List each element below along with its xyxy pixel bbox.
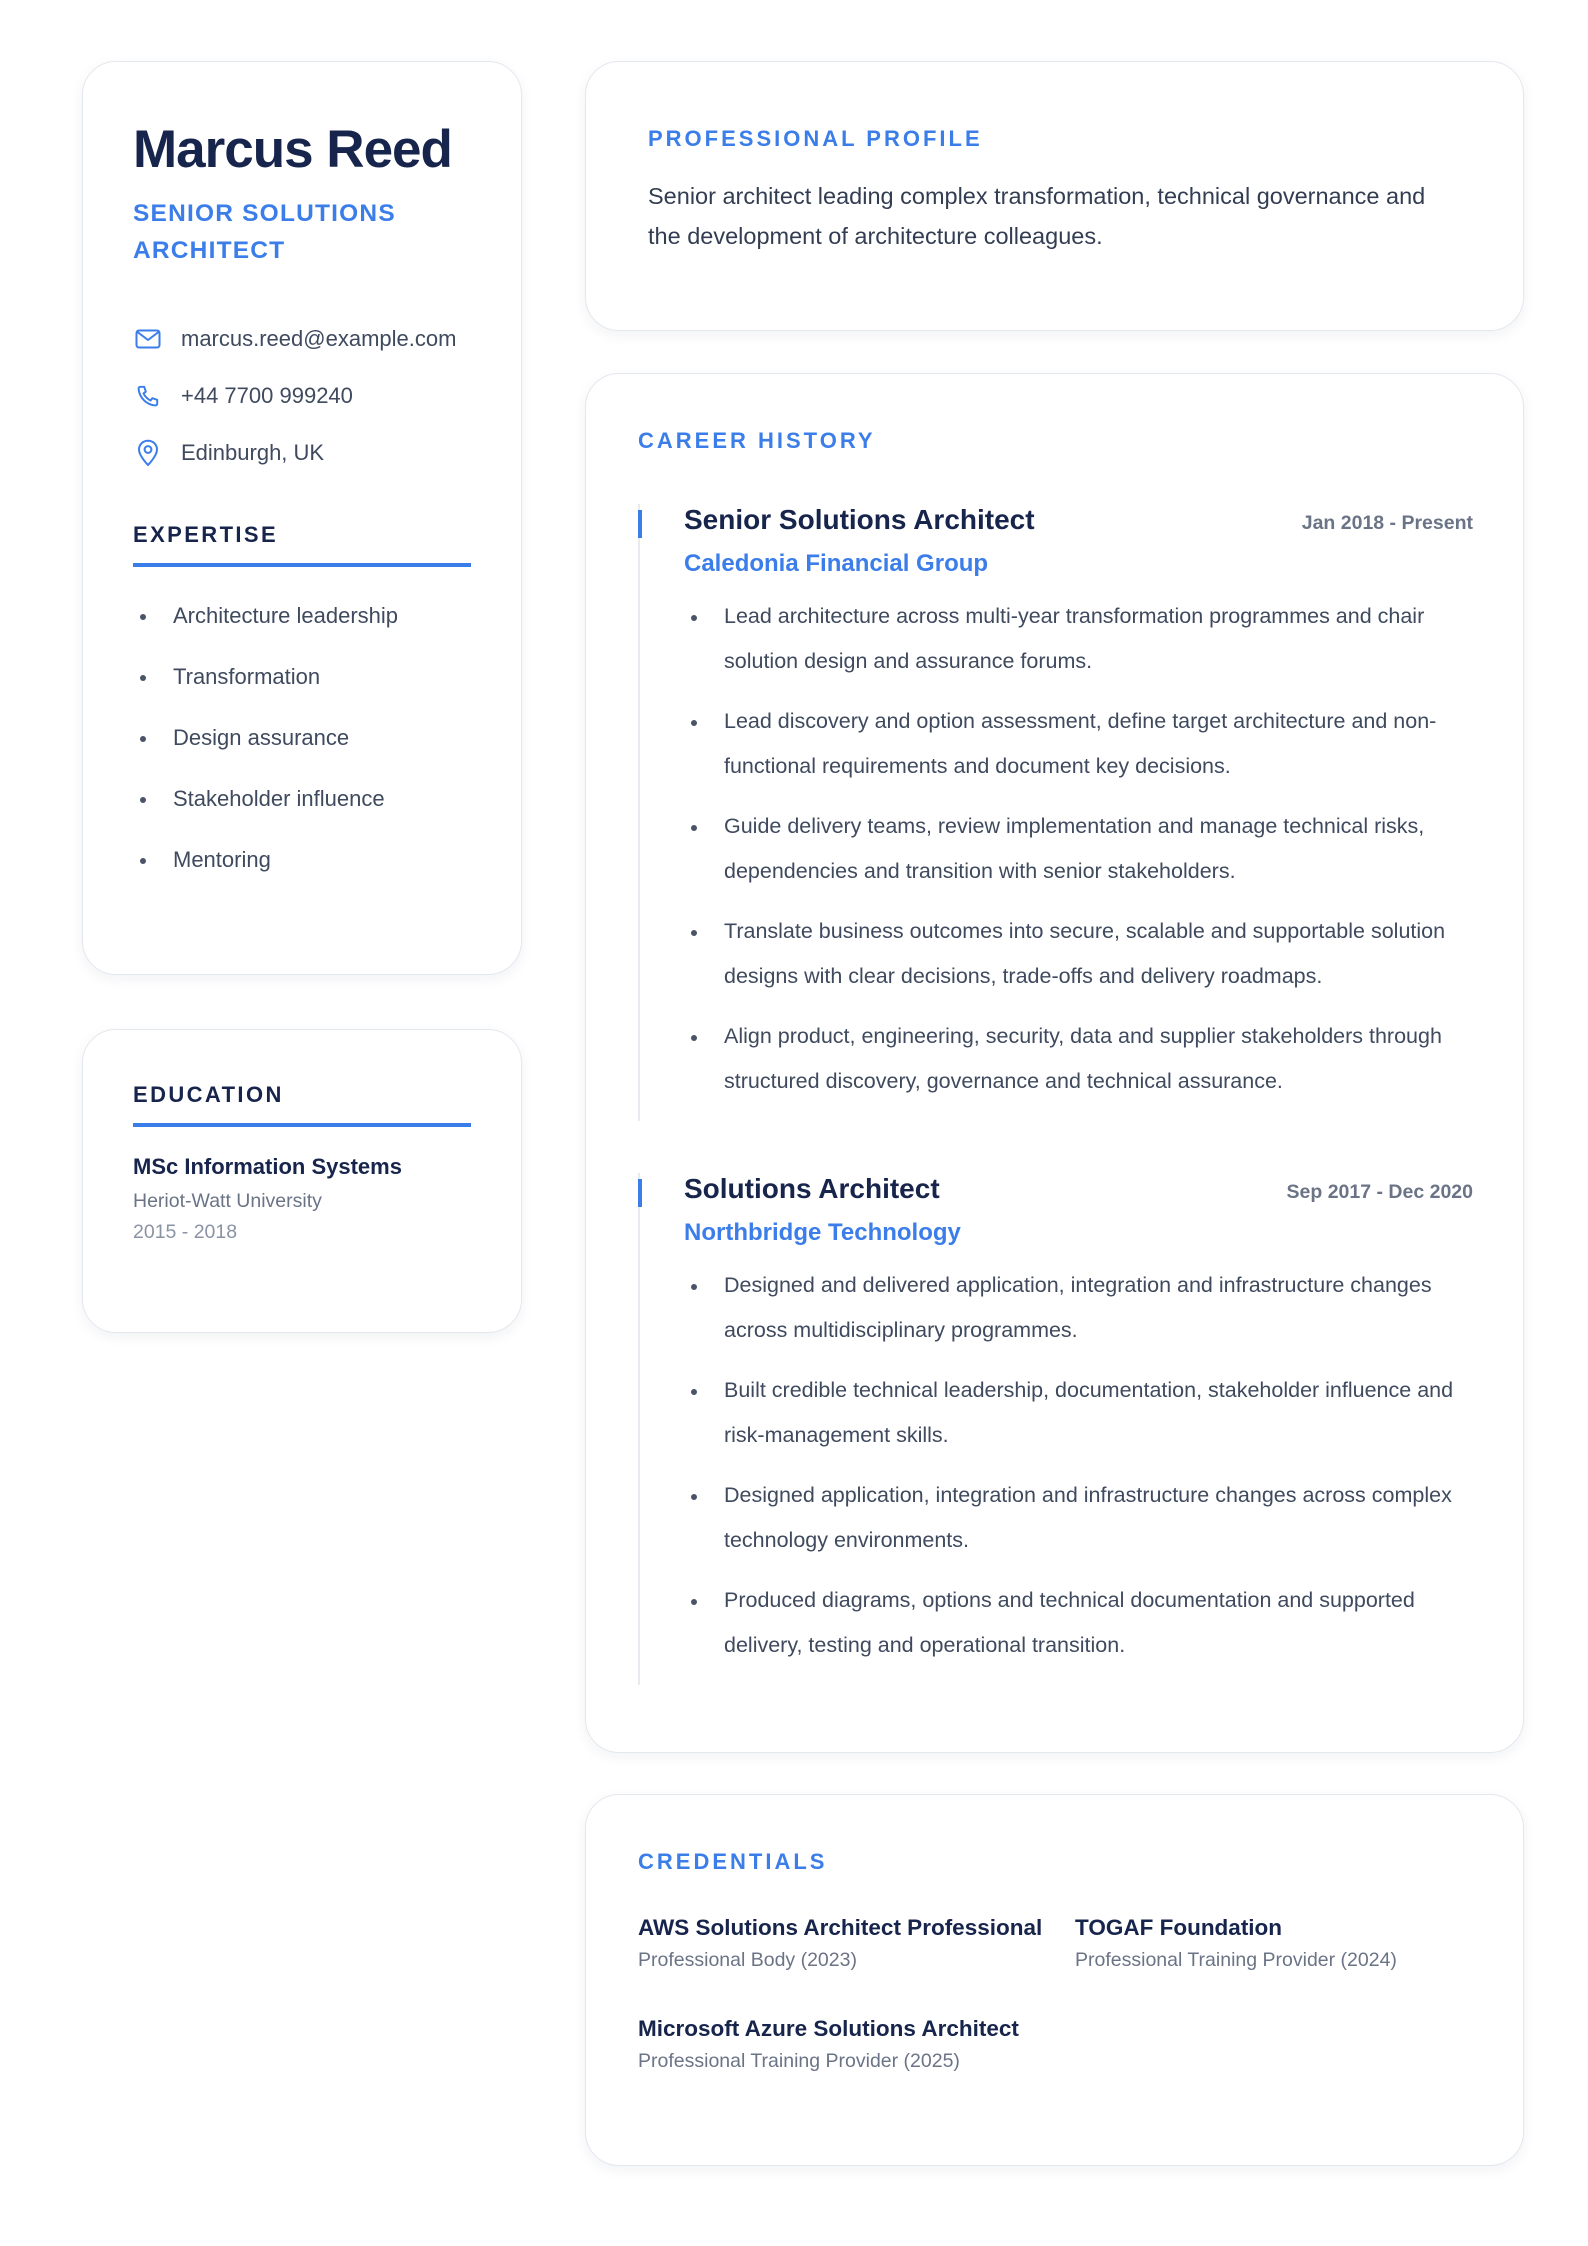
job-bullets: [684, 594, 1473, 1121]
bullet-text: Translate business outcomes into secure, scalable and supportable solution designs with clear decisions, trade-offs and delivery roadmaps.: [724, 919, 1446, 988]
email-text: marcus.reed@example.com: [181, 326, 457, 352]
identity-card: [82, 61, 522, 975]
bullet-dot: [691, 825, 697, 831]
bullet-text: Lead discovery and option assessment, define target architecture and non-functional requirements and document key decisions.: [724, 709, 1437, 778]
list-item: [684, 1263, 1473, 1352]
bullet-dot: [691, 720, 697, 726]
education-divider: [133, 1123, 471, 1127]
education-degree: MSc Information Systems: [133, 1154, 402, 1179]
profile-card: [585, 61, 1524, 331]
bullet-dot: [140, 858, 146, 864]
list-item: [684, 1473, 1473, 1562]
contact-phone[interactable]: [133, 368, 471, 425]
credential-provider: Professional Body (2023): [638, 1949, 857, 1971]
job-role: Solutions Architect: [684, 1173, 940, 1204]
map-pin-icon: [133, 438, 163, 468]
credential-name: TOGAF Foundation: [1075, 1915, 1283, 1940]
credentials-card: [585, 1794, 1524, 2166]
expertise-list: [133, 585, 471, 890]
bullet-dot: [691, 1284, 697, 1290]
bullet-dot: [691, 615, 697, 621]
bullet-dot: [691, 930, 697, 936]
bullet-dot: [140, 675, 146, 681]
bullet-text: Align product, engineering, security, data and supplier stakeholders through structured discovery, governance and technical assurance.: [724, 1024, 1442, 1093]
job-role: Senior Solutions Architect: [684, 504, 1035, 535]
list-item: [133, 829, 471, 890]
job-entry: [638, 504, 1473, 1121]
list-item: [684, 699, 1473, 788]
bullet-text: Designed application, integration and infrastructure changes across complex technology environments.: [724, 1483, 1452, 1552]
list-item: [133, 768, 471, 829]
contact-location: [133, 425, 471, 482]
job-dates: Sep 2017 - Dec 2020: [1286, 1181, 1473, 1203]
location-text: Edinburgh, UK: [181, 440, 325, 466]
credential-name: Microsoft Azure Solutions Architect: [638, 2016, 1019, 2041]
skill-label: Architecture leadership: [173, 602, 399, 628]
person-name: Marcus Reed: [133, 120, 452, 179]
education-heading: EDUCATION: [133, 1082, 284, 1107]
skill-label: Design assurance: [173, 724, 350, 750]
skill-label: Mentoring: [173, 846, 271, 872]
bullet-dot: [691, 1035, 697, 1041]
education-years: 2015 - 2018: [133, 1221, 238, 1243]
credential-item: [638, 1911, 1075, 1972]
credentials-grid: [638, 1911, 1473, 2073]
bullet-dot: [140, 797, 146, 803]
skill-label: Transformation: [173, 663, 321, 689]
bullet-text: Built credible technical leadership, documentation, stakeholder influence and risk-management skills.: [724, 1378, 1454, 1447]
profile-text: Senior architect leading complex transformation, technical governance and the development of architecture colleagues.: [648, 183, 1426, 249]
mail-icon: [133, 324, 163, 354]
job-dates: Jan 2018 - Present: [1301, 512, 1473, 534]
skill-label: Stakeholder influence: [173, 785, 385, 811]
job-company: Northbridge Technology: [684, 1219, 961, 1246]
bullet-text: Guide delivery teams, review implementation and manage technical risks, dependencies and transition with senior stakeholders.: [724, 814, 1425, 883]
list-item: [133, 646, 471, 707]
credentials-heading: CREDENTIALS: [638, 1849, 828, 1874]
bullet-dot: [691, 1389, 697, 1395]
list-item: [684, 1578, 1473, 1667]
bullet-dot: [140, 736, 146, 742]
phone-text: +44 7700 999240: [181, 383, 353, 409]
phone-icon: [133, 381, 163, 411]
job-company: Caledonia Financial Group: [684, 550, 989, 577]
job-bullets: [684, 1263, 1473, 1685]
list-item: [133, 585, 471, 646]
contact-list: [133, 311, 471, 482]
bullet-text: Designed and delivered application, integration and infrastructure changes across multidisciplinary programmes.: [724, 1273, 1432, 1342]
bullet-text: Lead architecture across multi-year transformation programmes and chair solution design and assurance forums.: [724, 604, 1425, 673]
credential-item: [638, 2012, 1075, 2073]
job-entry: [638, 1173, 1473, 1685]
credential-provider: Professional Training Provider (2025): [638, 2050, 960, 2072]
bullet-dot: [691, 1599, 697, 1605]
bullet-dot: [140, 614, 146, 620]
expertise-heading: EXPERTISE: [133, 521, 279, 547]
expertise-divider: [133, 563, 471, 567]
career-card: [585, 373, 1524, 1753]
list-item: [684, 909, 1473, 998]
list-item: [684, 804, 1473, 893]
credential-provider: Professional Training Provider (2024): [1075, 1949, 1397, 1971]
education-card: [82, 1029, 522, 1333]
contact-email[interactable]: [133, 311, 471, 368]
bullet-text: Produced diagrams, options and technical documentation and supported delivery, testing and operational transition.: [724, 1588, 1415, 1657]
list-item: [133, 707, 471, 768]
credential-item: [1075, 1911, 1473, 1972]
list-item: [684, 594, 1473, 683]
education-school: Heriot-Watt University: [133, 1190, 322, 1212]
career-heading: CAREER HISTORY: [638, 428, 876, 453]
profile-heading: PROFESSIONAL PROFILE: [648, 126, 983, 151]
list-item: [684, 1014, 1473, 1103]
list-item: [684, 1368, 1473, 1457]
bullet-dot: [691, 1494, 697, 1500]
credential-name: AWS Solutions Architect Professional: [638, 1915, 1043, 1940]
person-title: SENIOR SOLUTIONS ARCHITECT: [133, 199, 396, 264]
